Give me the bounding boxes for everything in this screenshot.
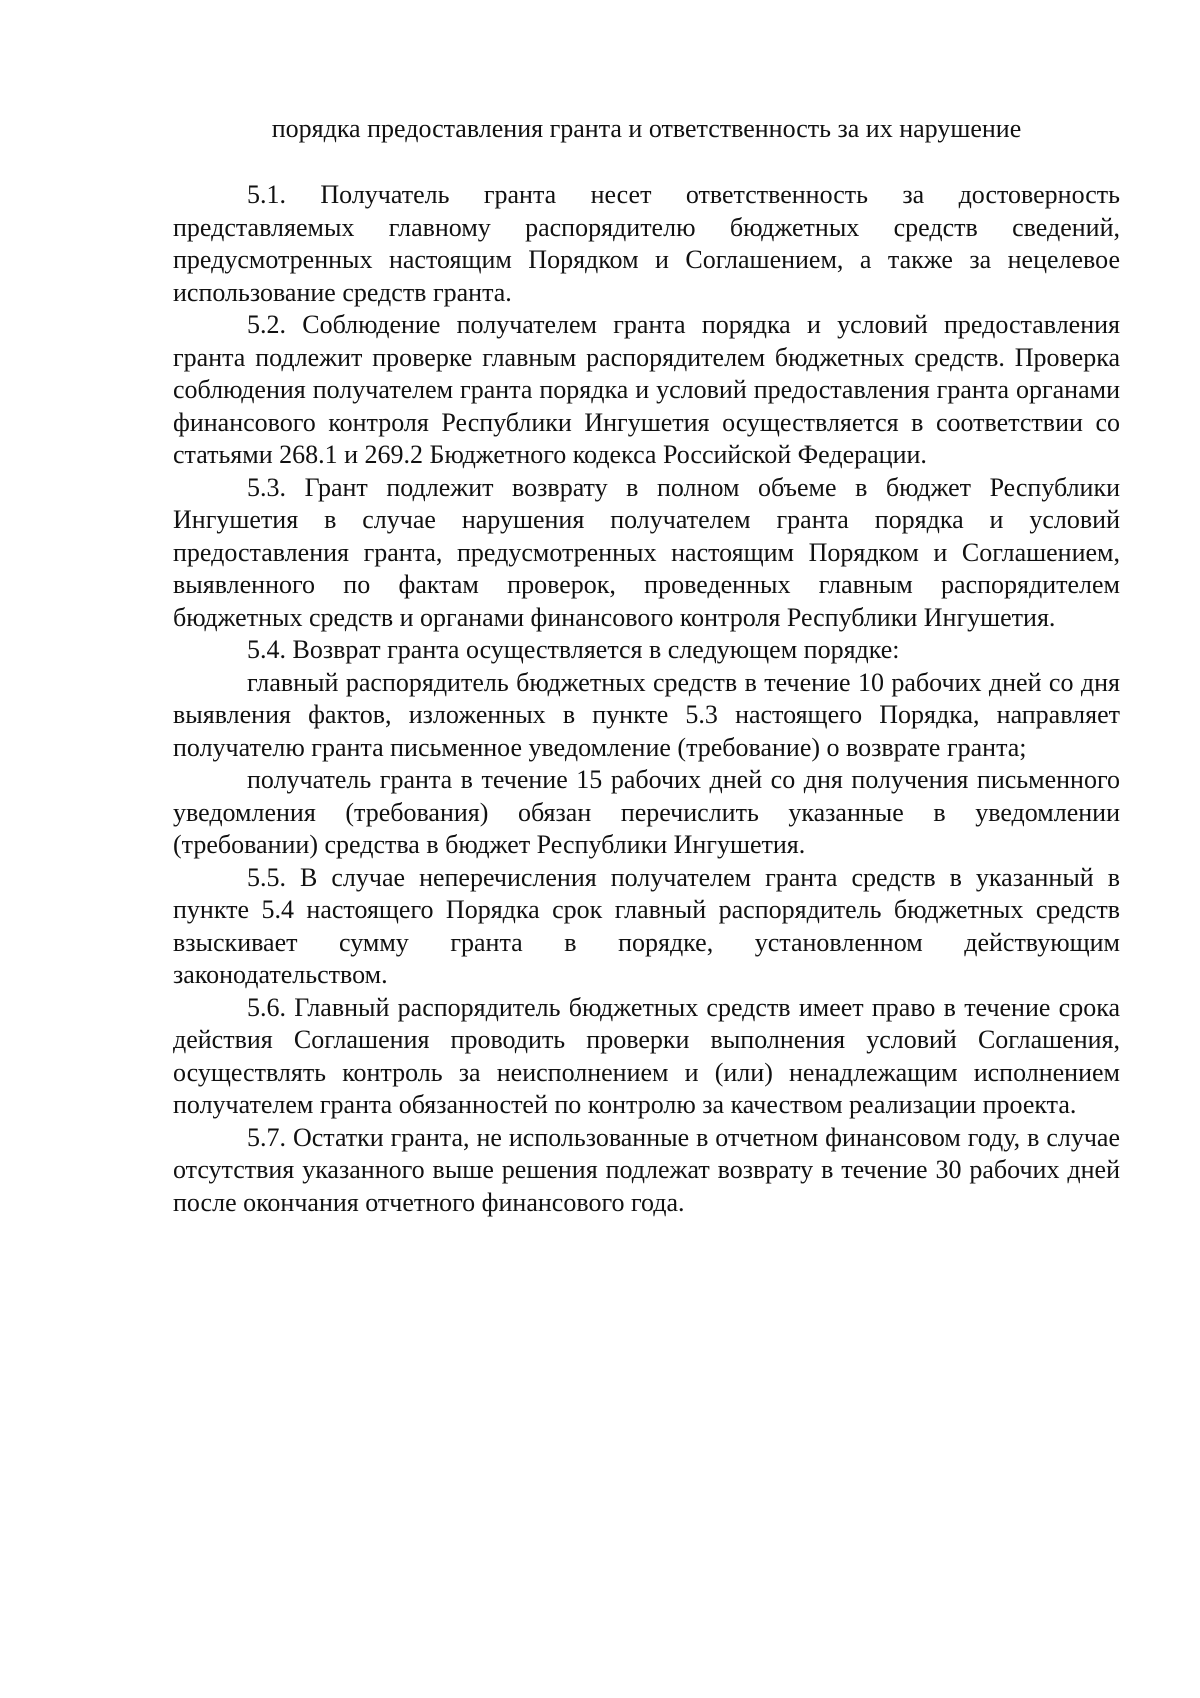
paragraph-5-4: 5.4. Возврат гранта осуществляется в следующем порядке: [247, 635, 900, 664]
paragraph-5-5: 5.5. В случае неперечисления получателем гранта средств в указанный в пункте 5.4 настоящего Порядка срок главный распорядитель бюджетных средств взыскивает сумму гранта в порядке, установленном действующим законодательством. [173, 862, 1120, 989]
paragraph-5-7: 5.7. Остатки гранта, не использованные в отчетном финансовом году, в случае отсутствия указанного выше решения подлежат возврату в течение 30 рабочих дней после окончания отчетного финансового года. [173, 1122, 1120, 1217]
paragraph-5-2: 5.2. Соблюдение получателем гранта порядка и условий предоставления гранта подлежит проверке главным распорядителем бюджетных средств. Проверка соблюдения получателем гранта порядка и условий предоставления гранта органами финансового контроля Республики Ингушетия осуществляется в соответствии со статьями 268.1 и 269.2 Бюджетного кодекса Российской Федерации. [173, 310, 1120, 469]
section-heading: порядка предоставления гранта и ответственность за их нарушение [271, 114, 1022, 143]
section-body [173, 179, 1120, 1219]
paragraph-5-6: 5.6. Главный распорядитель бюджетных средств имеет право в течение срока действия Соглашения проводить проверки выполнения условий Соглашения, осуществлять контроль за неисполнением и (или) ненадлежащим исполнением получателем гранта обязанностей по контролю за качеством реализации проекта. [173, 992, 1120, 1119]
paragraph-5-4-item-1: главный распорядитель бюджетных средств в течение 10 рабочих дней со дня выявления фактов, изложенных в пункте 5.3 настоящего Порядка, направляет получателю гранта письменное уведомление (требование) о возврате гранта; [173, 667, 1120, 762]
paragraph-5-3: 5.3. Грант подлежит возврату в полном объеме в бюджет Республики Ингушетия в случае нарушения получателем гранта порядка и условий предоставления гранта, предусмотренных настоящим Порядком и Соглашением, выявленного по фактам проверок, проведенных главным распорядителем бюджетных средств и органами финансового контроля Республики Ингушетия. [173, 472, 1120, 632]
paragraph-5-1: 5.1. Получатель гранта несет ответственность за достоверность представляемых главному распорядителю бюджетных средств сведений, предусмотренных настоящим Порядком и Соглашением, а также за нецелевое использование средств гранта. [173, 180, 1120, 307]
paragraph-5-4-item-2: получатель гранта в течение 15 рабочих дней со дня получения письменного уведомления (требования) обязан перечислить указанные в уведомлении (требовании) средства в бюджет Республики Ингушетия. [173, 765, 1120, 859]
